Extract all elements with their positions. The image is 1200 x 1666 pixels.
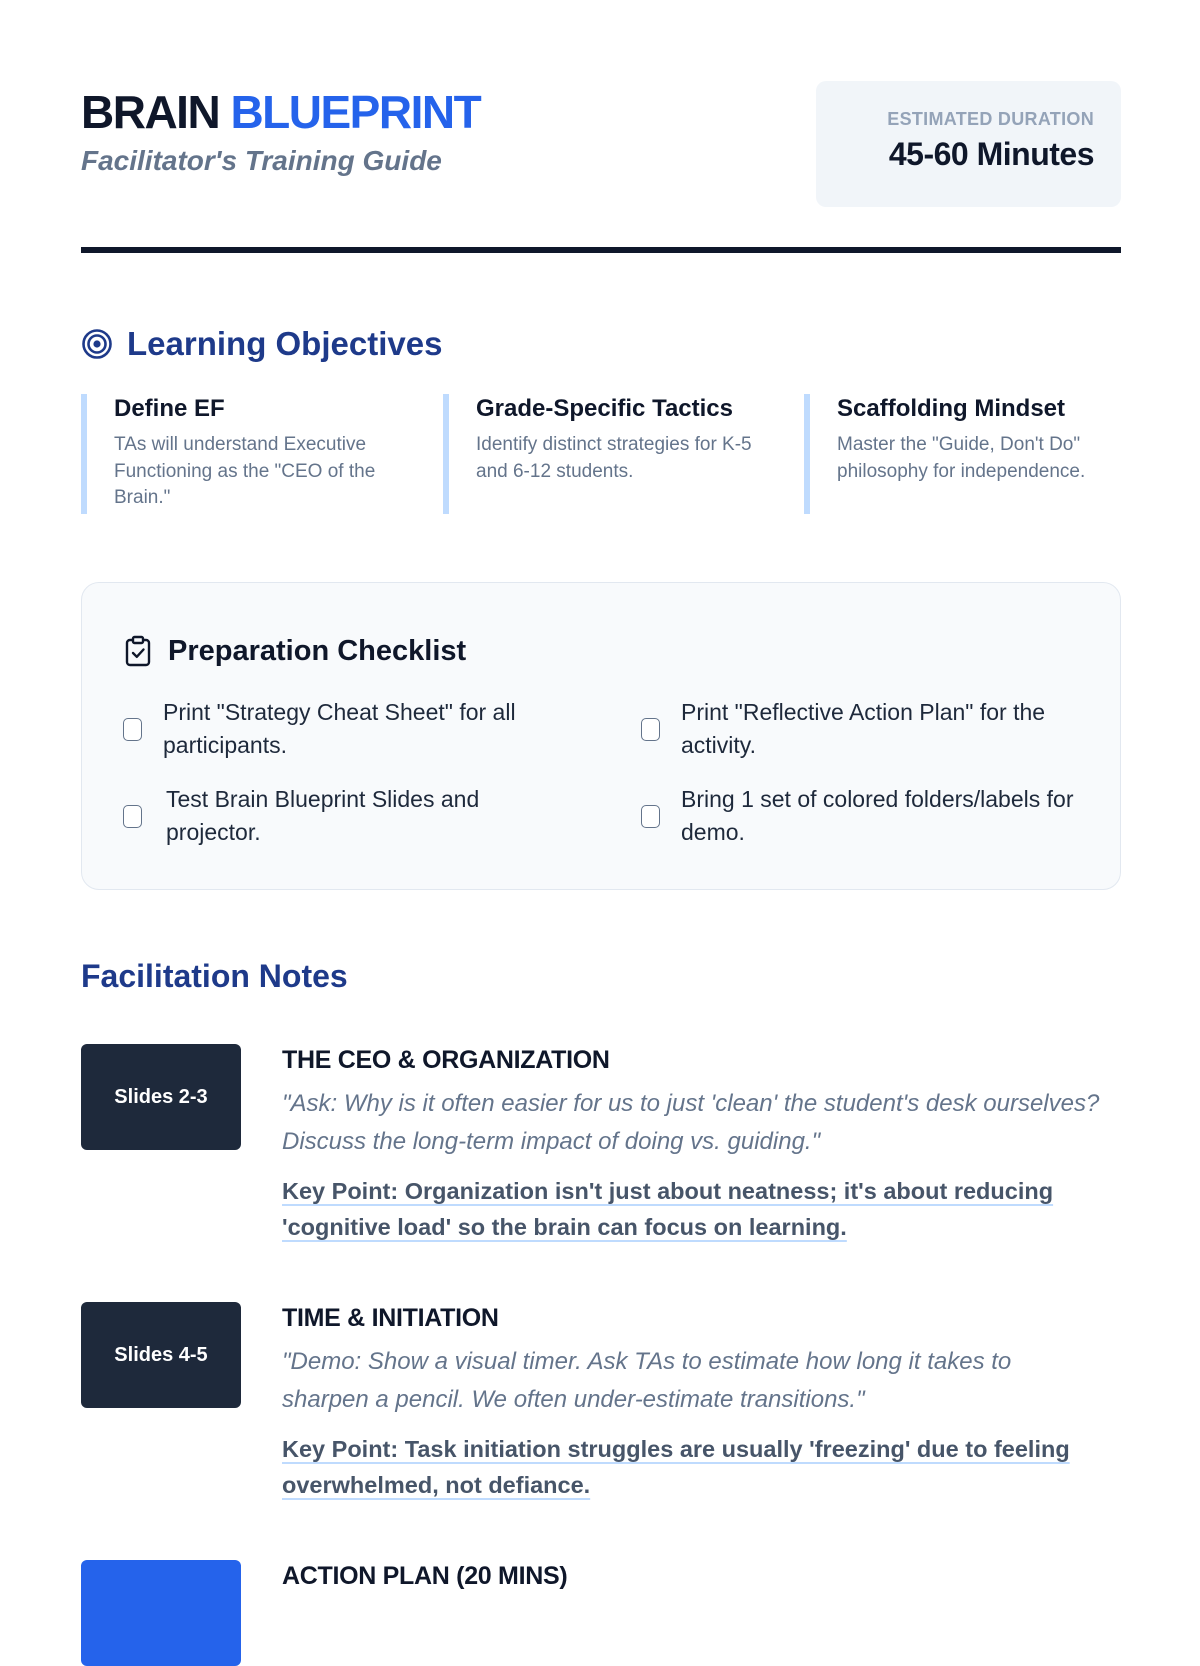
objective-title: Grade-Specific Tactics <box>476 395 733 422</box>
checkbox[interactable] <box>641 805 660 828</box>
objective-card <box>443 394 763 514</box>
header-divider <box>81 247 1121 253</box>
checklist-item-text: Bring 1 set of colored folders/labels for demo. <box>681 786 1074 845</box>
clipboard-check-icon <box>124 635 152 667</box>
slide-range-badge: Slides 4-5 <box>81 1302 241 1408</box>
checklist-item[interactable] <box>123 696 563 762</box>
checklist-item-text: Print "Strategy Cheat Sheet" for all participants. <box>163 699 516 758</box>
objective-card <box>804 394 1144 514</box>
checklist-item[interactable] <box>641 783 1081 849</box>
checklist-title: Preparation Checklist <box>168 634 467 667</box>
note-key-point: Key Point: Organization isn't just about neatness; it's about reducing 'cognitive load' so the brain can focus on learning. <box>282 1178 1054 1240</box>
facilitation-note <box>282 1560 1102 1592</box>
brand-title-dark: BRAIN <box>81 86 220 138</box>
checklist-item-text: Test Brain Blueprint Slides and projector. <box>166 786 480 845</box>
objectives-heading <box>81 322 442 366</box>
duration-card <box>816 81 1121 207</box>
objective-description: TAs will understand Executive Functioning as the "CEO of the Brain." <box>114 434 376 508</box>
checklist-item[interactable] <box>123 783 563 849</box>
checkbox[interactable] <box>641 718 660 741</box>
brand-title <box>81 84 480 140</box>
facilitation-note <box>282 1302 1102 1503</box>
target-icon <box>81 328 113 360</box>
slide-range-badge <box>81 1560 241 1666</box>
objective-title: Define EF <box>114 395 225 422</box>
objective-card <box>81 394 381 514</box>
checklist-item[interactable] <box>641 696 1081 762</box>
note-key-point: Key Point: Task initiation struggles are usually 'freezing' due to feeling overwhelmed, not defiance. <box>282 1436 1070 1498</box>
note-title: ACTION PLAN (20 MINS) <box>282 1562 568 1590</box>
checkbox[interactable] <box>123 718 142 741</box>
checklist-item-text: Print "Reflective Action Plan" for the activity. <box>681 699 1046 758</box>
objective-description: Identify distinct strategies for K-5 and 6-12 students. <box>476 434 752 482</box>
checkbox[interactable] <box>123 805 142 828</box>
note-prompt: "Ask: Why is it often easier for us to just 'clean' the student's desk ourselves? Discuss the long-term impact of doing vs. guiding." <box>282 1090 1100 1155</box>
guide-subtitle: Facilitator's Training Guide <box>81 145 442 176</box>
duration-value: 45-60 Minutes <box>888 136 1094 172</box>
facilitation-note <box>282 1044 1102 1245</box>
duration-label: ESTIMATED DURATION <box>887 109 1094 129</box>
objective-description: Master the "Guide, Don't Do" philosophy for independence. <box>837 434 1086 482</box>
note-title: TIME & INITIATION <box>282 1304 499 1332</box>
facilitation-notes-title: Facilitation Notes <box>81 958 348 994</box>
note-prompt: "Demo: Show a visual timer. Ask TAs to estimate how long it takes to sharpen a pencil. We often under-estimate transitions." <box>282 1348 1012 1413</box>
preparation-checklist <box>81 582 1121 890</box>
note-title: THE CEO & ORGANIZATION <box>282 1046 610 1074</box>
objectives-title: Learning Objectives <box>127 325 443 362</box>
brand-title-blue: BLUEPRINT <box>230 86 481 138</box>
checklist-heading <box>124 631 466 671</box>
objective-title: Scaffolding Mindset <box>837 395 1065 422</box>
slide-range-badge: Slides 2-3 <box>81 1044 241 1150</box>
